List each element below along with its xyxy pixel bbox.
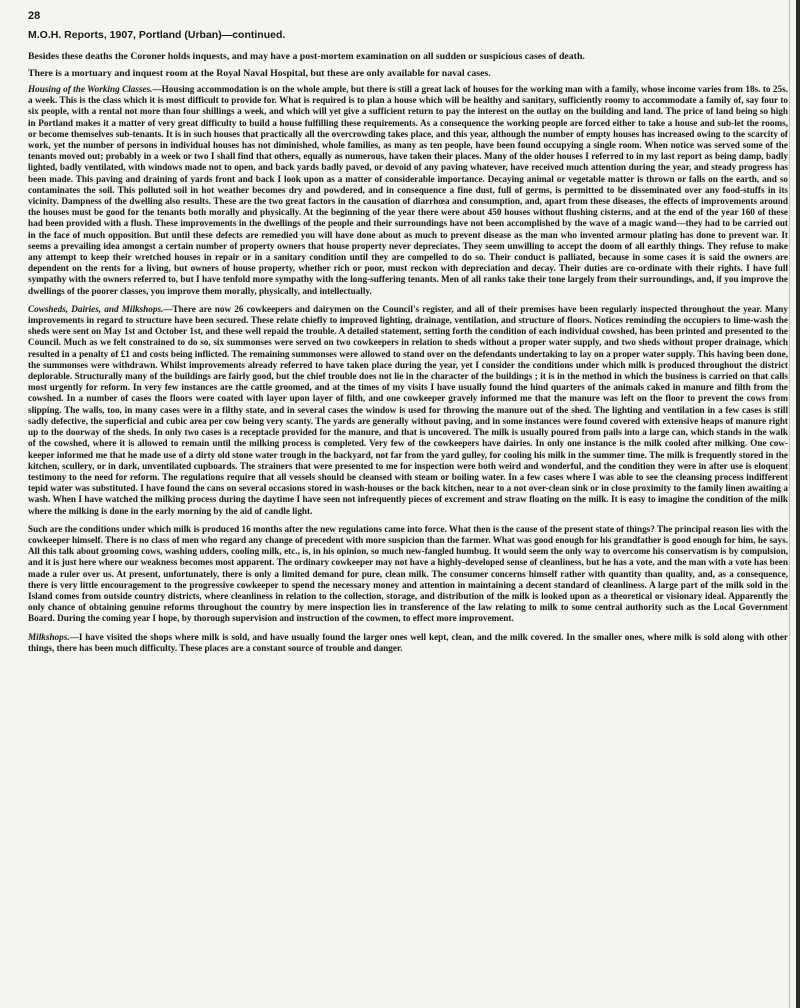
section-text-milkshops: —I have visited the shops where milk is sold, and have usually found the larger ones well kept, clean, and the milk covered. In the smaller ones, where milk is sold along with other things, there has been much difficulty. These places are a constant source of trouble and danger. <box>28 631 788 653</box>
section-milkshops <box>28 632 788 654</box>
section-conditions <box>28 524 788 625</box>
section-text-cowsheds: —There are now 26 cowkeepers and dairymen on the Council's register, and all of their premises have been regularly inspected throughout the year. Many improvements in regard to structure have been secured. These relate chiefly to improved lighting, drainage, ventilation, and structure of floors. Notices reminding the occupiers to lime-wash the sheds were sent on May 1st and October 1st, and these well repaid the trouble. A detailed statement, setting forth the condition of each individual cowshed, has been printed and presented to the Council. Much as we felt constrained to do so, six summonses were served on two cowkeepers in relation to sheds without a proper water supply, and two sheds without proper drainage, which resulted in a penalty of £1 and costs being inflicted. The remaining summonses were allowed to stand over on the defendants undertaking to lay on a proper water supply. This having been done, the summonses were withdrawn. Whilst improvements already referred to have taken place during the year, yet I consider the conditions under which milk is produced throughout the district deplorable. Structurally many of the buildings are fairly good, but the chief trouble does not lie in the character of the buildings ; it is in the method in which the business is carried on that calls most urgently for reform. In very few instances are the cattle groomed, and at the times of my visits I have usually found the hind quarters of the animals caked in manure and filth from the cowshed. In a number of cases the floors were coated with layer upon layer of filth, and one cowkeeper gravely informed me that the manure was left on the floor to prevent the cows from slipping. The walls, too, in many cases were in a filthy state, and in several cases the window is used for throwing the manure out of the shed. The lighting and ventilation in a few cases is still sadly defective, the superficial and cubic area per cow being very scanty. The yards are generally without paving, and in some instances were found covered with extensive heaps of manure right up to the doorway of the sheds. In only two cases is a receptacle provided for the manure, and that is uncovered. The milk is usually poured from pails into a large can, which stands in the walk of the cowshed, where it is allowed to remain until the milking process is completed. Very few of the cowkeepers have dairies. In only one instance is the milk cooled after milking. One cow-keeper informed me that he made use of a dirty old stone water trough in the backyard, not far from the yard gulley, for cooling his milk in the summer time. The milk is frequently stored in the kitchen, scullery, or in dark, unventilated cupboards. The strainers that were presented to me for inspection were both weird and wonderful, and the condition they were in after use is eloquent testimony to the need for reform. The regulations require that all vessels should be cleansed with steam or boiling water. In a few cases where I was able to see the cleansing process indifferent tepid water was substituted. I have found the cans on several occasions stored in wash-houses or the back kitchen, near to a not over-clean sink or in close proximity to the family linen awaiting a wash. When I have watched the milking process during the daytime I have seen not infrequently pieces of excrement and straw floating on the milk. It is easy to imagine the condition of the milk where the milking is done in the early morning by the aid of candle light. <box>28 303 788 516</box>
section-text-conditions: Such are the conditions under which milk is produced 16 months after the new regulations came into force. What then is the cause of the present state of things? The principal reason lies with the cowkeeper himself. There is no class of men who regard any change of precedent with more suspicion than the farmer. What was good enough for his grandfather is good enough for him, he says. All this talk about grooming cows, washing udders, cooling milk, etc., is, in his opinion, so much new-fangled humbug. It would seem the only way to overcome his conservatism is by compulsion, and it is just here where our weakness becomes most apparent. The ordinary cowkeeper may not have a highly-developed sense of cleanliness, but he has a vote, and the man with a vote has been made a ruler over us. At present, unfortunately, there is only a limited demand for pure, clean milk. The consumer concerns himself rather with quantity than quality, and, as a consequence, there is very little encouragement to the progressive cowkeeper to spend the necessary money and attention in maintaining a decent standard of cleanliness. A large part of the milk sold in the Island comes from outside country districts, where cleanliness in relation to the collection, storage, and distribution of the milk is looked upon as a theoretical or visionary ideal. Apparently the only chance of obtaining genuine reforms throughout the country by mere inspection lies in transference of the law relating to milk to some central authority such as the Local Government Board. During the coming year I hope, by thorough supervision and instruction of the cowmen, to effect more improvement. <box>28 523 788 624</box>
section-cowsheds <box>28 304 788 517</box>
section-heading-housing: Housing of the Working Classes. <box>28 84 153 94</box>
section-heading-milkshops: Milkshops. <box>28 631 70 642</box>
page-edge-shadow <box>796 0 800 1008</box>
page-number: 28 <box>28 10 41 22</box>
page-edge-line <box>789 0 790 1008</box>
section-housing <box>28 84 788 297</box>
intro-paragraph-coroner: Besides these deaths the Coroner holds inquests, and may have a post-mortem examination on all sudden or suspicious cases of death. <box>28 51 585 62</box>
running-head: M.O.H. Reports, 1907, Portland (Urban)—continued. <box>28 29 286 41</box>
section-heading-cowsheds: Cowsheds, Dairies, and Milkshops. <box>28 303 164 314</box>
section-text-housing: —Housing accommodation is on the whole ample, but there is still a great lack of houses for the working man with a family, whose income varies from 18s. to 25s. a week. This is the class which it is most difficult to provide for. What is required is to plan a house which will be healthy and sanitary, sufficiently roomy to accommodate a family of, say four to six people, with a rental not more than four shillings a week, and which will yet give a sufficient return to pay the interest on the outlay on the building and land. The price of land being so high in Portland makes it a matter of very great difficulty to build a house fulfilling these requirements. As a consequence the working people are forced either to take a house and sub-let the rooms, or become themselves sub-tenants. It is in such houses that practically all the overcrowding takes place, and this year, although the number of empty houses has increased owing to the scarcity of work, yet the number of persons in individual houses has not diminished, whole families, as many as ten people, have been found occupying a single room. When notice was served some of the tenants moved out; probably in a week or two I shall find that others, equally as numerous, have taken their places. Many of the older houses I referred to in my last report as being damp, badly lighted, badly ventilated, with windows made not to open, and back yards badly paved, or devoid of any paving whatever, have received much attention during the year, and steady progress has been made. This paving and draining of yards front and back I look upon as a matter of considerable importance. Decaying animal or vegetable matter is thrown or falls on the earth, and so contaminates the soil. This polluted soil in hot weather becomes dry and powdered, and in consequence a fine dust, full of germs, is permitted to be disseminated over any food-stuffs in its vicinity. Dampness of the dwelling also results. These are the two great factors in the causation of diarrhœa and consumption, and, apart from these diseases, the effects of improvements around the houses must be good for the tenants both morally and physically. At the beginning of the year there were about 450 houses without flushing cisterns, and at the end of the year 160 of these had been provided with a flush. These improvements in the dwellings of the people and their surroundings have not been accomplished by the wave of a magic wand—they had to be carried out in the face of much opposition. But until these defects are remedied you will have done about as much to prevent disease as the man who invented armour plating has done to prevent war. It seems a prevailing idea amongst a certain number of property owners that house property never depreciates. They seem unwilling to accept the doom of all earthly things. They refuse to make any attempt to keep their wretched houses in repair or in a sanitary condition until they are compelled to do so. Their conduct is palliated, because in some cases it is said the owners are dependent on the rents for a living, but owners of house property, whether rich or poor, must reckon with depreciation and decay. Their duties are co-ordinate with their rights. I have full sympathy with the owners referred to, but I have tenfold more sympathy with the long-suffering tenants. Men of all ranks take their tone largely from their surroundings, and, if you improve the dwellings of the poorer classes, you improve them morally, physically, and intellectually. <box>28 84 788 296</box>
intro-paragraph-mortuary: There is a mortuary and inquest room at the Royal Naval Hospital, but these are only available for naval cases. <box>28 68 491 79</box>
